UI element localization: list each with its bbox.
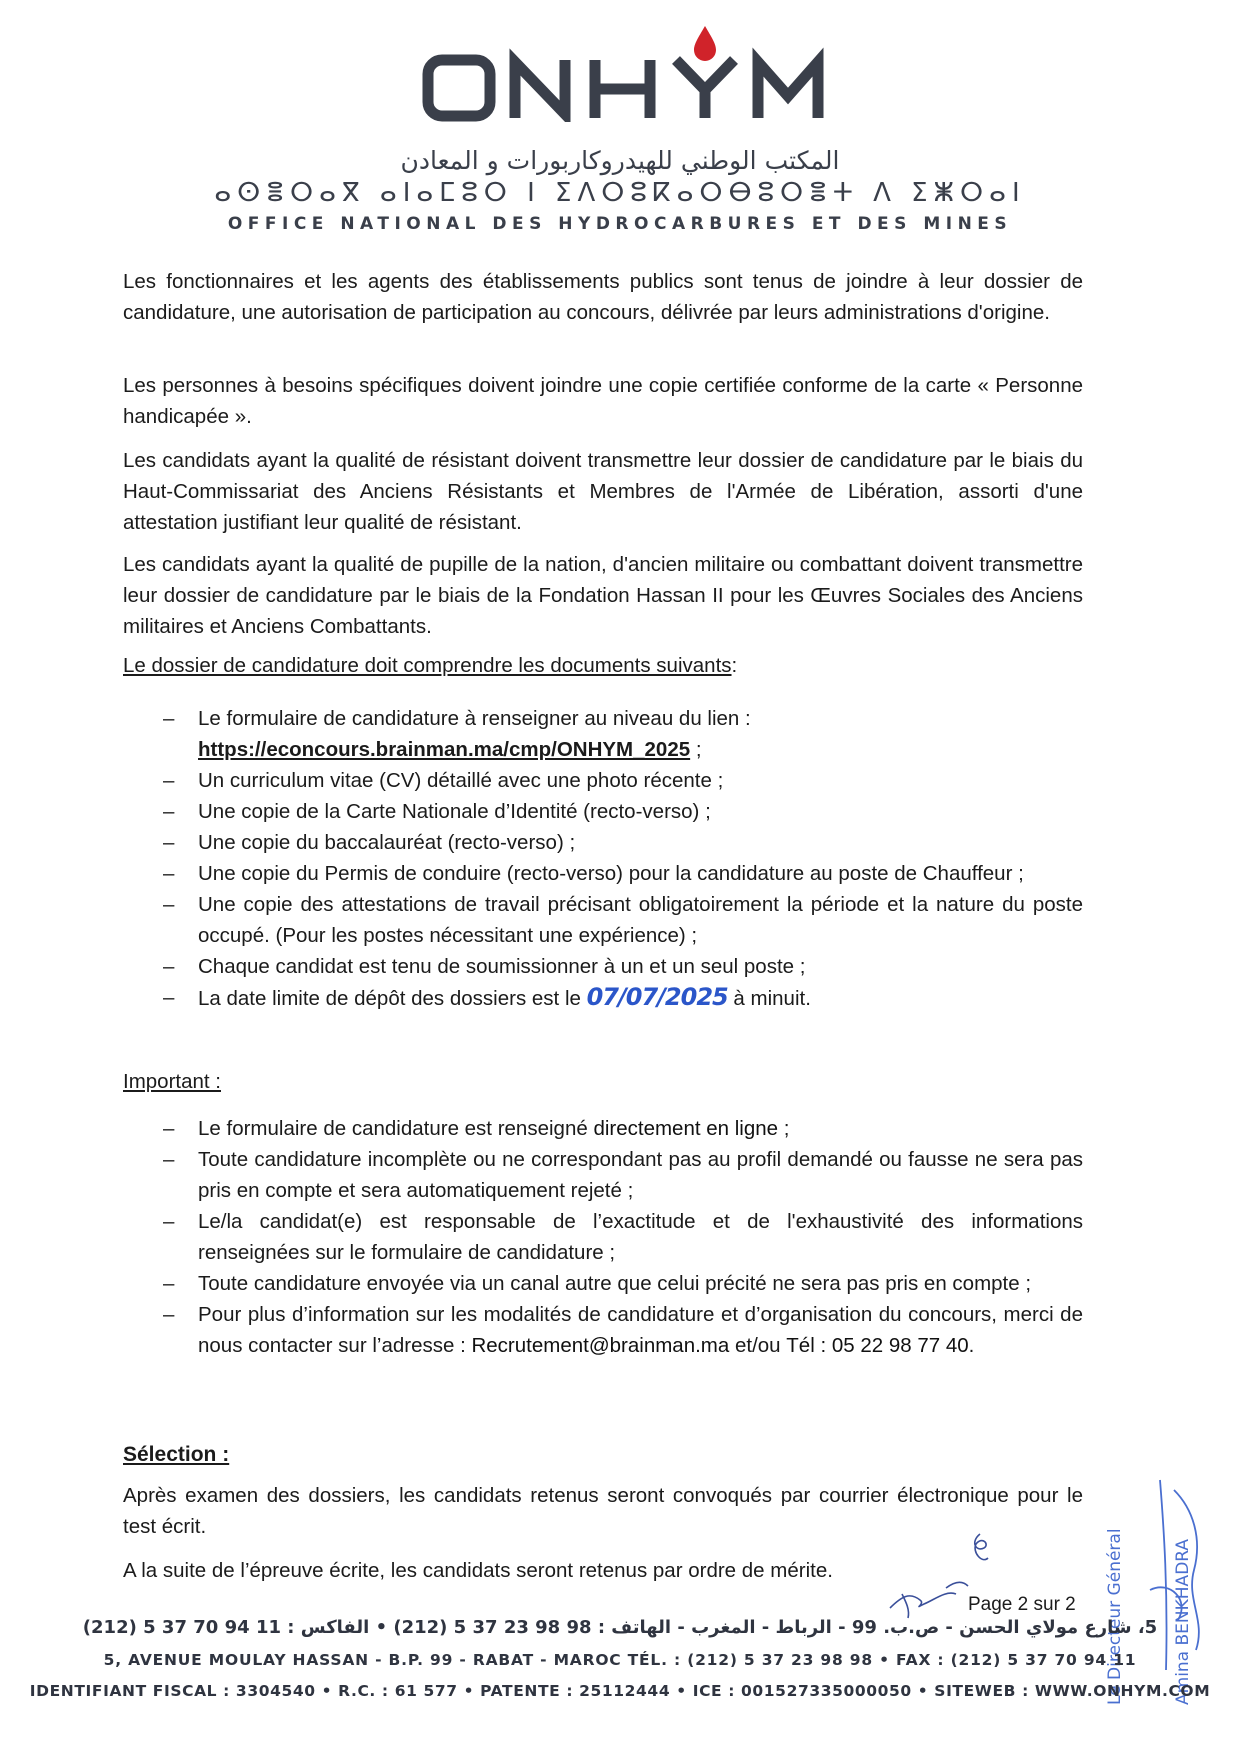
footer-arabic-address: 5، شارع مولاي الحسن - ص.ب. 99 - الرباط - المغرب - الهاتف : 98 98 23 37 5 (212) • الفاكس : 11 94 70 37 5 (212)	[82, 1617, 1158, 1638]
list-item: – Une copie du Permis de conduire (recto-verso) pour la candidature au poste de Chauffeur ;	[163, 858, 1083, 889]
footer-address: 5, AVENUE MOULAY HASSAN - B.P. 99 - RABAT - MAROC TÉL. : (212) 5 37 23 98 98 • FAX : (212) 5 37 70 94 11	[103, 1651, 1137, 1669]
director-stamp	[1090, 1470, 1210, 1710]
selection-heading: Sélection :	[123, 1443, 230, 1466]
paragraph-selection: Après examen des dossiers, les candidats retenus seront convoqués par courrier électronique pour le test écrit.	[123, 1484, 1083, 1538]
contact-mid: et/ou	[729, 1334, 787, 1357]
paragraph-public-agents: Les fonctionnaires et les agents des établissements publics sont tenus de joindre à leur dossier de candidature, une autorisation de participation au concours, délivrée par leurs administrations d'origine.	[123, 270, 1083, 324]
onhym-logo	[0, 22, 1240, 122]
list-item	[163, 703, 1083, 765]
documents-heading	[123, 654, 737, 678]
list-item: – Une copie de la Carte Nationale d’Identité (recto-verso) ;	[163, 796, 1083, 827]
list-item	[163, 1113, 1083, 1144]
list-item: – Une copie du baccalauréat (recto-verso) ;	[163, 827, 1083, 858]
online-form-text: Le formulaire de candidature est renseigné	[198, 1117, 594, 1140]
form-item-text: Le formulaire de candidature à renseigner au niveau du lien :	[198, 707, 751, 730]
application-link[interactable]: https://econcours.brainman.ma/cmp/ONHYM_2025	[198, 738, 691, 761]
form-item-end: ;	[690, 738, 702, 761]
paragraph-resistants: Les candidats ayant la qualité de résistant doivent transmettre leur dossier de candidature par le biais du Haut-Commissariat des Anciens Résistants et Membres de l'Armée de Libération, assorti d'une attestation justifiant leur qualité de résistant.	[123, 449, 1083, 534]
french-institution-name: OFFICE NATIONAL DES HYDROCARBURES ET DES MINES	[227, 214, 1013, 234]
paragraph-merit: A la suite de l’épreuve écrite, les candidats seront retenus par ordre de mérite.	[123, 1559, 833, 1582]
contact-phone: Tél : 05 22 98 77 40	[786, 1334, 969, 1357]
list-item: – Une copie des attestations de travail précisant obligatoirement la période et la nature du poste occupé. (Pour les postes nécessitant une expérience) ;	[163, 889, 1083, 951]
handwritten-deadline-date: 07/07/2025	[586, 983, 728, 1011]
contact-end: .	[968, 1334, 975, 1357]
stamp-name: Amina BENKHADRA	[1173, 1538, 1193, 1705]
documents-heading-colon: :	[731, 654, 738, 677]
list-item: – Un curriculum vitae (CV) détaillé avec une photo récente ;	[163, 765, 1083, 796]
handwritten-signature	[850, 1530, 1060, 1630]
paragraph-special-needs: Les personnes à besoins spécifiques doivent joindre une copie certifiée conforme de la carte « Personne handicapée ».	[123, 374, 1083, 428]
important-list	[163, 1113, 1083, 1361]
online-form-end: ;	[778, 1117, 790, 1140]
page-number: Page 2 sur 2	[968, 1594, 1076, 1615]
contact-text: Pour plus d’information sur les modalités de candidature et d’organisation du concours, merci de nous contacter sur l’adresse :	[198, 1303, 1083, 1357]
list-item	[163, 982, 1083, 1014]
list-item: – Toute candidature envoyée via un canal autre que celui précité ne sera pas pris en compte ;	[163, 1268, 1083, 1299]
deadline-suffix: à minuit.	[727, 987, 811, 1010]
documents-heading-text: Le dossier de candidature doit comprendre les documents suivants	[123, 654, 732, 677]
important-heading: Important :	[123, 1070, 221, 1093]
arabic-institution-name: المكتب الوطني للهيدروكاربورات و المعادن	[400, 146, 840, 175]
paragraph-pupils-military: Les candidats ayant la qualité de pupille de la nation, d'ancien militaire ou combattant doivent transmettre leur dossier de candidature par le biais de la Fondation Hassan II pour les Œuvres Sociales des Anciens militaires et Anciens Combattants.	[123, 553, 1083, 638]
tifinagh-institution-name: ⴰⵙⴻⵔⴰⴳ ⴰⵏⴰⵎⵓⵔ ⵏ ⵉⴷⵔⵓⴽⴰⵔⴱⵓⵔⴻⵜ ⴷ ⵉⵥⵔⴰⵏ	[214, 178, 1026, 208]
footer-identifiers: IDENTIFIANT FISCAL : 3304540 • R.C. : 61 577 • PATENTE : 25112444 • ICE : 001527335000050 • SITEWEB : WWW.ONHYM.COM	[29, 1682, 1211, 1700]
online-form-emphasis: directement en ligne	[593, 1117, 779, 1140]
list-item: – Toute candidature incomplète ou ne correspondant pas au profil demandé ou fausse ne sera pas pris en compte et sera automatiquement rejeté ;	[163, 1144, 1083, 1206]
list-item: – Chaque candidat est tenu de soumissionner à un et un seul poste ;	[163, 951, 1083, 982]
stamp-title: Le Directeur Général	[1105, 1528, 1125, 1705]
list-item	[163, 1299, 1083, 1361]
deadline-text: La date limite de dépôt des dossiers est le	[198, 987, 587, 1010]
contact-email[interactable]: Recrutement@brainman.ma	[471, 1334, 730, 1357]
list-item: – Le/la candidat(e) est responsable de l’exactitude et de l'exhaustivité des informations renseignées sur le formulaire de candidature ;	[163, 1206, 1083, 1268]
documents-list	[163, 703, 1083, 1014]
